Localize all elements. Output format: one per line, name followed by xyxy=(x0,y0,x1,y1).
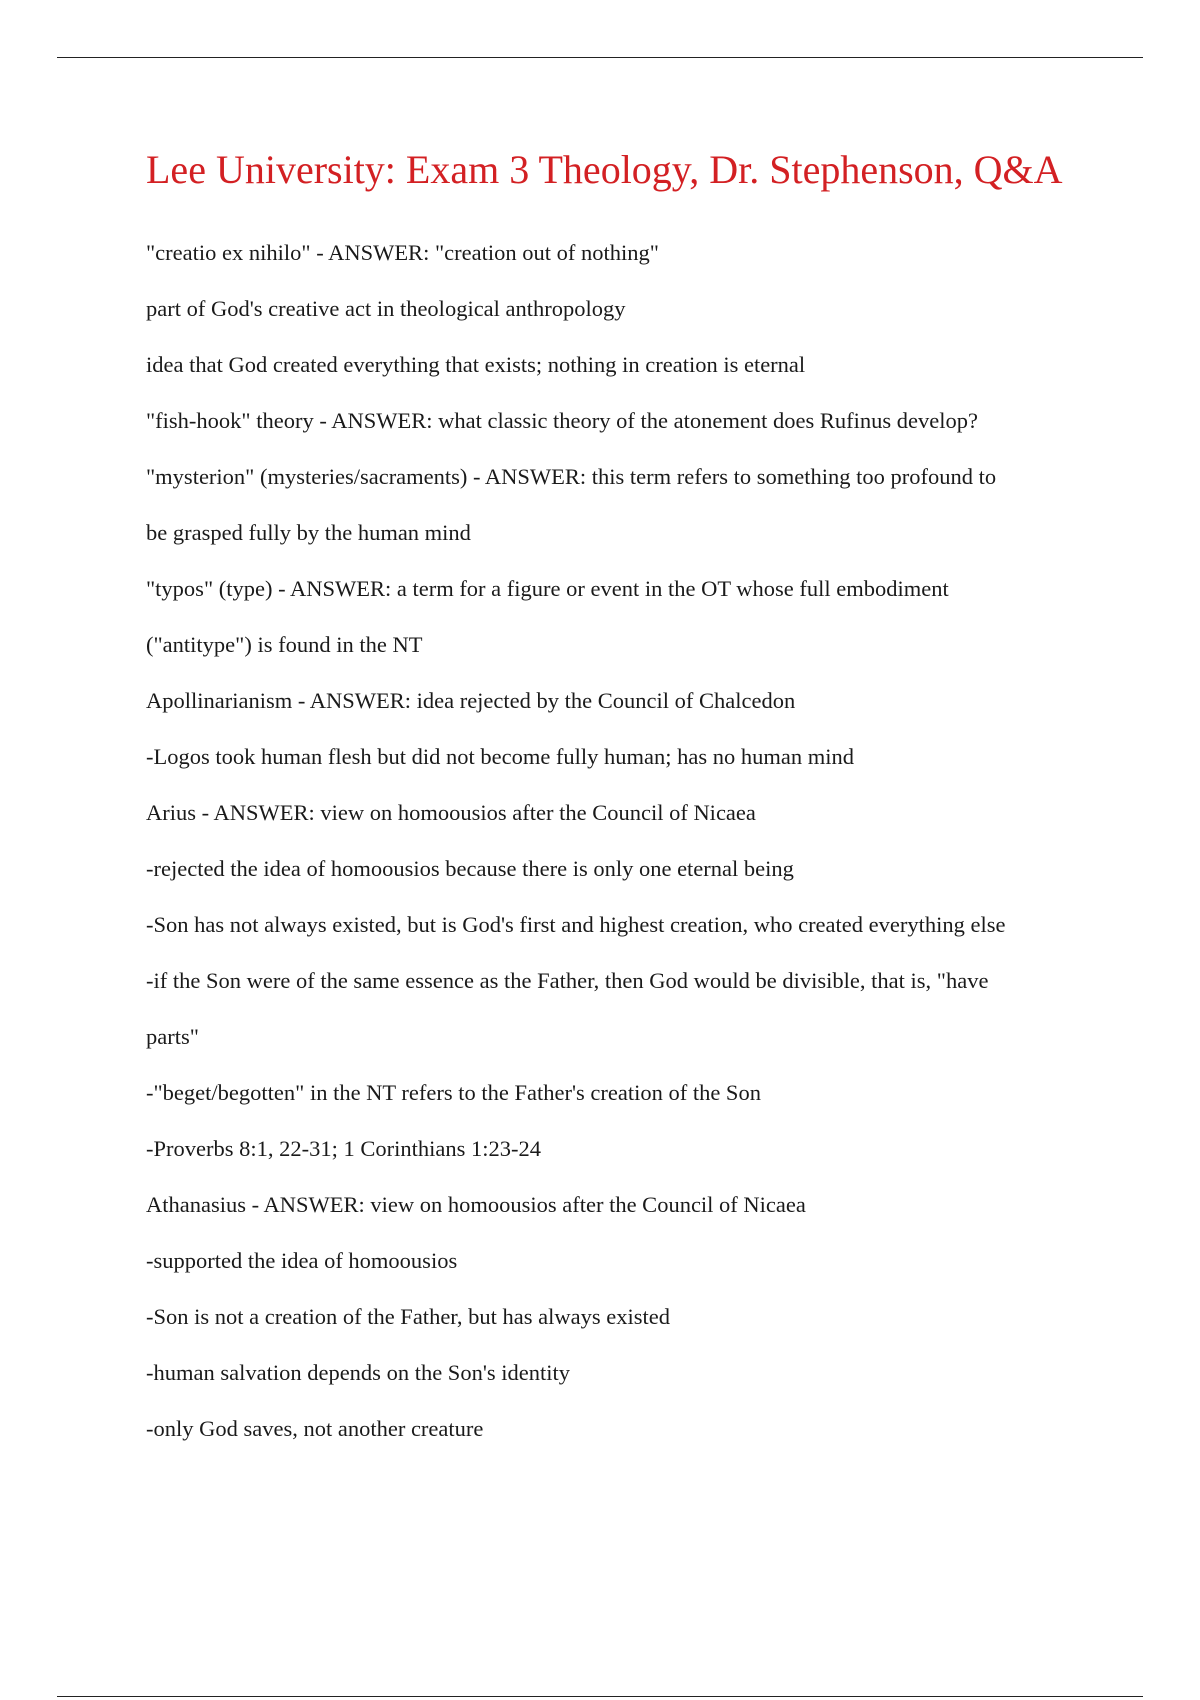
text-line: "creatio ex nihilo" - ANSWER: "creation out of nothing" xyxy=(146,240,659,265)
text-line: "mysterion" (mysteries/sacraments) - ANSWER: this term refers to something too profound to xyxy=(146,464,997,489)
bottom-rule xyxy=(57,1696,1143,1697)
text-line: ("antitype") is found in the NT xyxy=(146,632,423,657)
text-line: -Proverbs 8:1, 22-31; 1 Corinthians 1:23-24 xyxy=(146,1136,541,1161)
text-line: Athanasius - ANSWER: view on homoousios after the Council of Nicaea xyxy=(146,1192,806,1217)
text-line: -Son is not a creation of the Father, but has always existed xyxy=(146,1304,670,1329)
text-line: idea that God created everything that exists; nothing in creation is eternal xyxy=(146,352,806,377)
text-line: -Logos took human flesh but did not become fully human; has no human mind xyxy=(146,744,855,769)
document-body xyxy=(146,238,1146,1470)
text-line: -"beget/begotten" in the NT refers to the Father's creation of the Son xyxy=(146,1080,761,1105)
text-line: -rejected the idea of homoousios because there is only one eternal being xyxy=(146,856,794,881)
text-line: "fish-hook" theory - ANSWER: what classic theory of the atonement does Rufinus develop? xyxy=(146,408,978,433)
text-line: part of God's creative act in theological anthropology xyxy=(146,296,626,321)
top-rule xyxy=(57,57,1143,58)
text-line: -only God saves, not another creature xyxy=(146,1416,484,1441)
text-line: -Son has not always existed, but is God's first and highest creation, who created everything else xyxy=(146,912,1006,937)
text-line: "typos" (type) - ANSWER: a term for a figure or event in the OT whose full embodiment xyxy=(146,576,949,601)
text-line: -human salvation depends on the Son's identity xyxy=(146,1360,570,1385)
text-line: Arius - ANSWER: view on homoousios after the Council of Nicaea xyxy=(146,800,756,825)
text-line: -supported the idea of homoousios xyxy=(146,1248,458,1273)
text-line: Apollinarianism - ANSWER: idea rejected by the Council of Chalcedon xyxy=(146,688,796,713)
text-line: be grasped fully by the human mind xyxy=(146,520,471,545)
page-title: Lee University: Exam 3 Theology, Dr. Stephenson, Q&A xyxy=(146,147,1063,192)
text-line: parts" xyxy=(146,1024,199,1049)
text-line: -if the Son were of the same essence as the Father, then God would be divisible, that is, "have xyxy=(146,968,989,993)
